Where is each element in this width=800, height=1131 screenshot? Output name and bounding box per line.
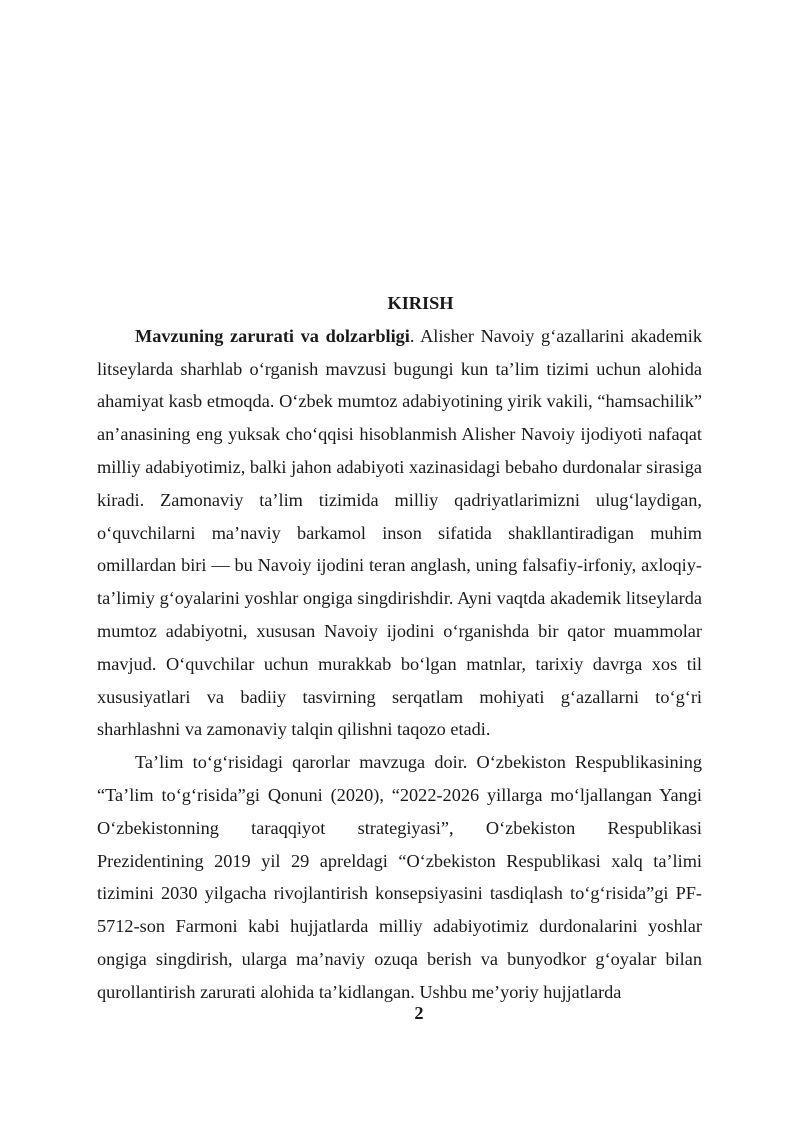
section-heading: KIRISH: [387, 293, 454, 313]
paragraph-lead: Mavzuning zarurati va dolzarbligi: [135, 325, 410, 346]
paragraph-text: Ta’lim to‘g‘risidagi qarorlar mavzuga doir. O‘zbekiston Respublikasining “Ta’lim to‘g‘risida”gi Qonuni (2020), “2022-2026 yillarga mo‘ljallangan Yangi O‘zbekistonning taraqqiyot strategiyasi”, O‘zbekiston Respublikasi Prezidentining 2019 yil 29 apreldagi “O‘zbekiston Respublikasi xalq ta’limi tizimini 2030 yilgacha rivojlantirish konsepsiyasini tasdiqlash to‘g‘risida”gi PF-5712-son Farmoni kabi hujjatlarda milliy adabiyotimiz durdonalarini yoshlar ongiga singdirish, ularga ma’naviy ozuqa berish va bunyodkor g‘oyalar bilan qurollantirish zarurati alohida ta’kidlangan. Ushbu me’yoriy hujjatlarda: [97, 752, 702, 1002]
paragraph-relevance: [97, 320, 702, 746]
paragraph-education-decrees: [97, 746, 702, 1008]
paragraph-text: . Alisher Navoiy g‘azallarini akademik litseylarda sharhlab o‘rganish mavzusi bugungi kun ta’lim tizimi uchun alohida ahamiyat kasb etmoqda. O‘zbek mumtoz adabiyotining yirik vakili, “hamsachilik” an’anasining eng yuksak cho‘qqisi hisoblanmish Alisher Navoiy ijodiyoti nafaqat milliy adabiyotimiz, balki jahon adabiyoti xazinasidagi bebaho durdonalar sirasiga kiradi. Zamonaviy ta’lim tizimida milliy qadriyatlarimizni ulug‘laydigan, o‘quvchilarni ma’naviy barkamol inson sifatida shakllantiradigan muhim omillardan biri — bu Navoiy ijodini teran anglash, uning falsafiy-irfoniy, axloqiy-ta’limiy g‘oyalarini yoshlar ongiga singdirishdir. Ayni vaqtda akademik litseylarda mumtoz adabiyotni, xususan Navoiy ijodini o‘rganishda bir qator muammolar mavjud. O‘quvchilar uchun murakkab bo‘lgan matnlar, tarixiy davrga xos til xususiyatlari va badiiy tasvirning serqatlam mohiyati g‘azallarni to‘g‘ri sharhlashni va zamonaviy talqin qilishni taqozo etadi.: [97, 325, 702, 740]
page-body: [97, 287, 702, 1009]
page-number: 2: [414, 1003, 424, 1023]
